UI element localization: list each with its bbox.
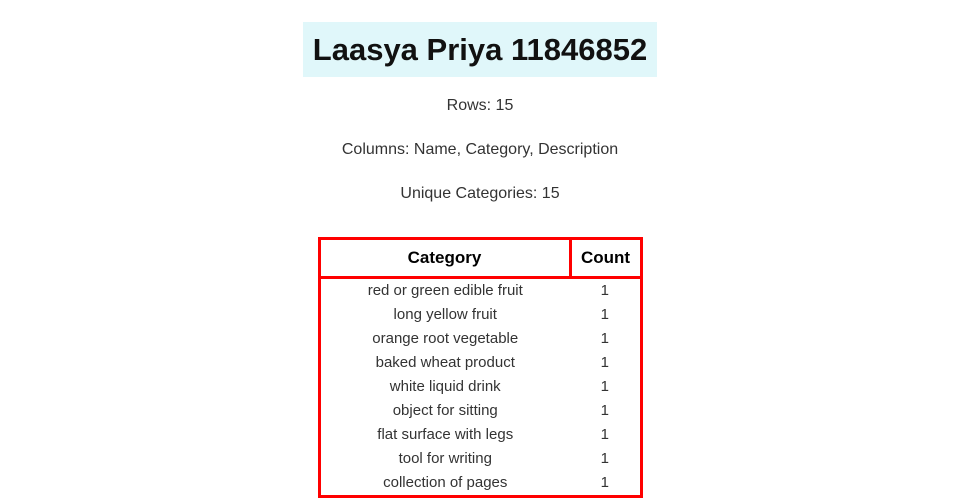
table-row — [319, 447, 641, 471]
table-header-row — [319, 239, 641, 278]
category-cell: flat surface with legs — [377, 426, 514, 443]
count-cell: 1 — [600, 306, 609, 323]
stat-unique-categories: Unique Categories: 15 — [400, 185, 560, 202]
stat-rows: Rows: 15 — [446, 97, 514, 114]
count-cell: 1 — [600, 282, 609, 299]
category-count-table — [318, 237, 643, 498]
category-cell: collection of pages — [383, 474, 508, 491]
category-cell: orange root vegetable — [372, 330, 519, 347]
table-row — [319, 399, 641, 423]
table-body — [319, 278, 641, 497]
category-cell: baked wheat product — [375, 354, 515, 371]
count-cell: 1 — [600, 474, 609, 491]
table-row — [319, 423, 641, 447]
count-cell: 1 — [600, 330, 609, 347]
table-row — [319, 303, 641, 327]
table-row — [319, 375, 641, 399]
category-cell: white liquid drink — [389, 378, 501, 395]
count-cell: 1 — [600, 354, 609, 371]
column-header-category: Category — [319, 239, 570, 278]
column-header-count: Count — [570, 239, 641, 278]
category-cell: tool for writing — [398, 450, 492, 467]
table-row — [319, 351, 641, 375]
category-cell: red or green edible fruit — [367, 282, 523, 299]
table-header — [319, 239, 641, 278]
category-cell: object for sitting — [392, 402, 498, 419]
category-cell: long yellow fruit — [393, 306, 497, 323]
count-cell: 1 — [600, 402, 609, 419]
table-row — [319, 327, 641, 351]
count-cell: 1 — [600, 426, 609, 443]
table-row — [319, 278, 641, 304]
stat-columns: Columns: Name, Category, Description — [341, 141, 619, 158]
table-row — [319, 471, 641, 497]
count-cell: 1 — [600, 450, 609, 467]
count-cell: 1 — [600, 378, 609, 395]
page-title: Laasya Priya 11846852 — [303, 22, 657, 77]
